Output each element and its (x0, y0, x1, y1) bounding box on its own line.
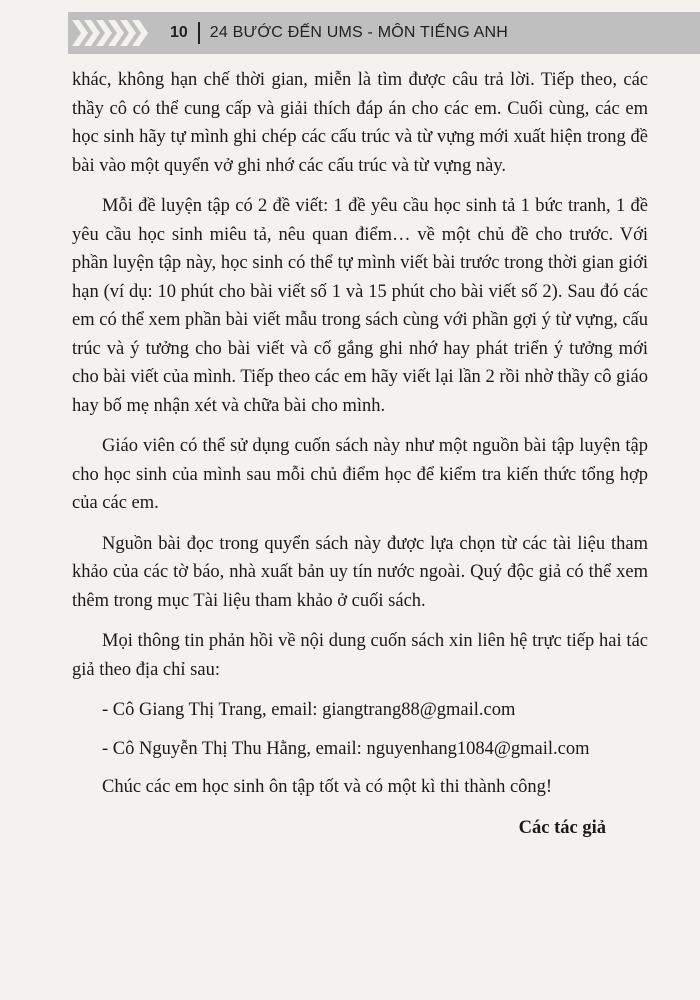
paragraph: Nguồn bài đọc trong quyển sách này được lựa chọn từ các tài liệu tham khảo của các tờ báo, nhà xuất bản uy tín nước ngoài. Quý độc giả có thể xem thêm trong mục Tài liệu tham khảo ở cuối sách. (72, 533, 648, 611)
closing-line: Chúc các em học sinh ôn tập tốt và có một kì thi thành công! (102, 777, 553, 797)
paragraph: khác, không hạn chế thời gian, miễn là tìm được câu trả lời. Tiếp theo, các thầy cô có thể cung cấp và giải thích đáp án cho các em. Cuối cùng, các em học sinh hãy tự mình ghi chép các cấu trúc và từ vựng mới xuất hiện trong đề bài vào một quyển vở ghi nhớ các cấu trúc và từ vựng này. (72, 70, 648, 176)
page-number: 10 (170, 24, 188, 41)
signature: Các tác giả (518, 817, 606, 838)
decorative-chevrons (72, 12, 144, 54)
contact-line: - Cô Nguyễn Thị Thu Hằng, email: nguyenhang1084@gmail.com (102, 738, 590, 759)
page-body (72, 66, 648, 854)
page-header (68, 12, 700, 54)
paragraph: Giáo viên có thể sử dụng cuốn sách này như một nguồn bài tập luyện tập cho học sinh của mình sau mỗi chủ điểm học để kiểm tra kiến thức tổng hợp của các em. (72, 436, 648, 513)
contact-line: - Cô Giang Thị Trang, email: giangtrang88@gmail.com (102, 700, 516, 720)
chevron-right-icon (132, 20, 148, 46)
header-divider (198, 22, 200, 44)
paragraph: Mọi thông tin phản hồi về nội dung cuốn sách xin liên hệ trực tiếp hai tác giả theo địa chỉ sau: (72, 631, 648, 680)
paragraph: Mỗi đề luyện tập có 2 đề viết: 1 đề yêu cầu học sinh tả 1 bức tranh, 1 đề yêu cầu học sinh miêu tả, nêu quan điểm… về một chủ đề cho trước. Với phần luyện tập này, học sinh có thể tự mình viết bài trước trong thời gian giới hạn (ví dụ: 10 phút cho bài viết số 1 và 15 phút cho bài viết số 2). Sau đó các em có thể xem phần bài viết mẫu trong sách cùng với phần gợi ý từ vựng, cấu trúc và ý tưởng cho bài viết và cố gắng ghi nhớ hay phát triển ý tưởng mới cho bài viết của mình. Tiếp theo các em hãy viết lại lần 2 rồi nhờ thầy cô giáo hay bố mẹ nhận xét và chữa bài cho mình. (72, 196, 648, 416)
book-title: 24 BƯỚC ĐẾN UMS - MÔN TIẾNG ANH (209, 24, 509, 41)
